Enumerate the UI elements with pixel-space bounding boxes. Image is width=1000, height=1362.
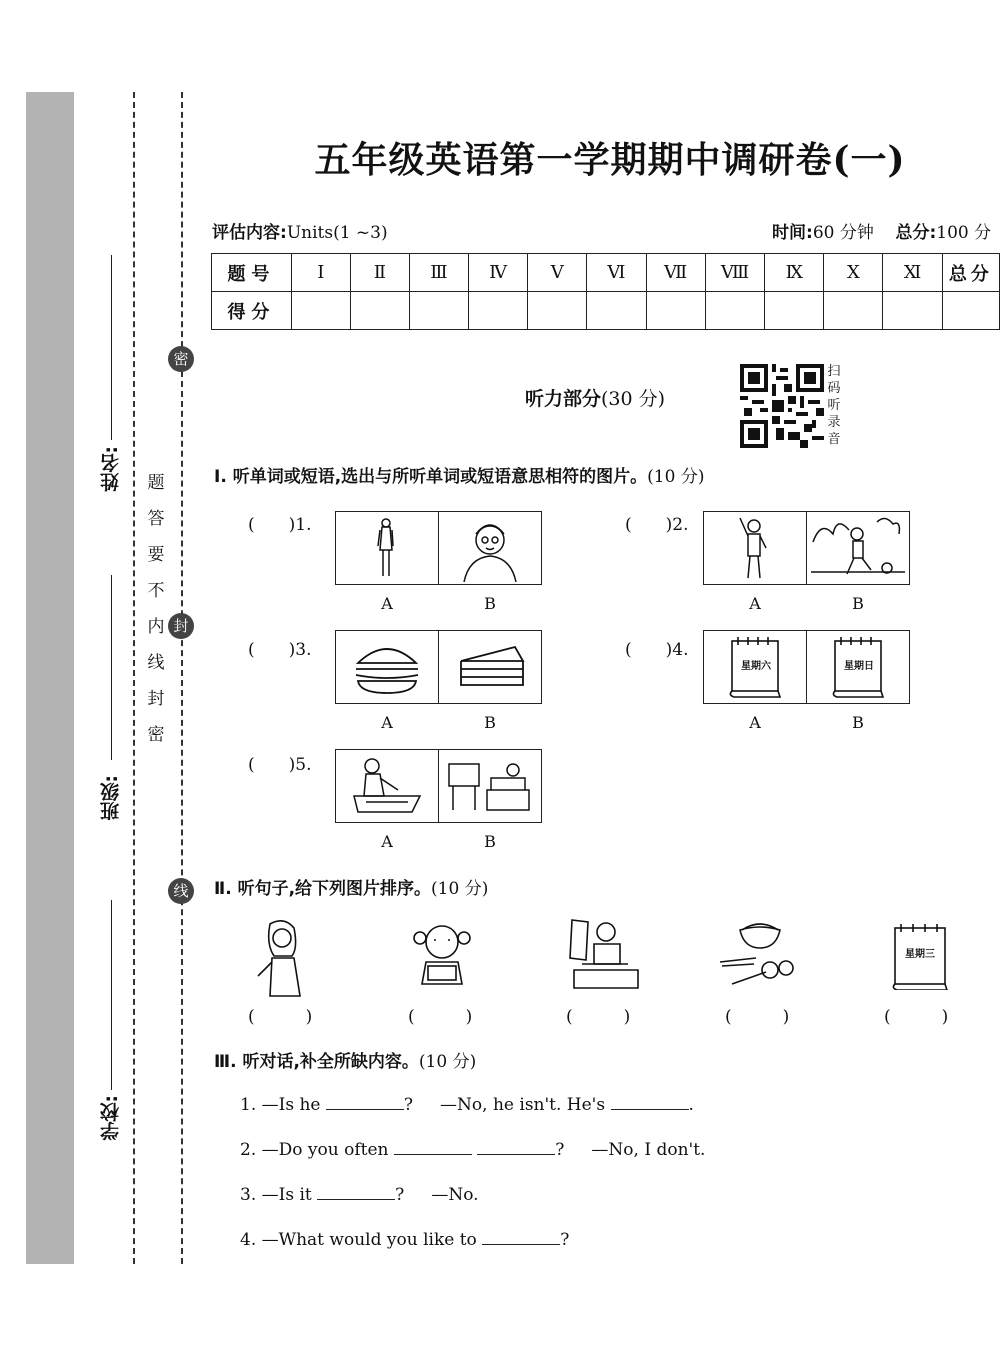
- name-label: 姓名:: [100, 446, 122, 492]
- col-3: Ⅲ: [409, 254, 468, 292]
- q1-option-a-tall-woman[interactable]: [336, 512, 439, 584]
- part3-line-2: 2. —Do you often ? —No, I don't.: [240, 1140, 706, 1160]
- score-cell[interactable]: [350, 292, 409, 330]
- score-cell[interactable]: [409, 292, 468, 330]
- blank-field[interactable]: [477, 1140, 555, 1155]
- part2-heading: Ⅱ. 听句子,给下列图片排序。(10 分): [214, 879, 489, 899]
- seal-mi: 密: [168, 346, 194, 372]
- score-cell[interactable]: [587, 292, 646, 330]
- name-underline: [111, 255, 112, 440]
- col-7: Ⅶ: [646, 254, 705, 292]
- qr-code-icon[interactable]: [740, 364, 824, 448]
- q5-option-a-woman-cleaning[interactable]: [336, 750, 439, 822]
- school-underline: [111, 900, 112, 1090]
- part3-line-3: 3. —Is it ? —No.: [240, 1185, 479, 1205]
- binding-strip: [26, 92, 74, 1264]
- time-total-info: 时间:60 分钟 总分:100 分: [772, 223, 992, 243]
- q4-answer-bracket[interactable]: ( )4.: [625, 640, 689, 660]
- score-cell[interactable]: [824, 292, 883, 330]
- vegetables-and-rice-icon: [716, 914, 804, 994]
- boy-waving-icon: [704, 512, 806, 584]
- calendar-wednesday-text: 星期三: [905, 949, 935, 960]
- header-label: 题号: [212, 254, 292, 292]
- q3-answer-bracket[interactable]: ( )3.: [248, 640, 312, 660]
- blank-field[interactable]: [326, 1095, 404, 1110]
- q3-picture-box: [335, 630, 542, 704]
- old-woman-icon: [439, 512, 541, 584]
- blank-field[interactable]: [611, 1095, 689, 1110]
- col-total: 总分: [942, 254, 999, 292]
- q2-option-a-boy-waving[interactable]: [704, 512, 807, 584]
- q3-label-a: A: [381, 713, 393, 732]
- part3-line-4: 4. —What would you like to ?: [240, 1230, 570, 1250]
- calendar-sunday-text: 星期日: [844, 661, 874, 672]
- score-table-header-row: [212, 254, 1000, 292]
- col-9: Ⅸ: [765, 254, 824, 292]
- tall-woman-icon: [336, 512, 438, 584]
- part2-bracket-5[interactable]: ( ): [884, 1007, 949, 1027]
- score-table-score-row: [212, 292, 1000, 330]
- score-cell[interactable]: [942, 292, 999, 330]
- class-label: 班级:: [100, 775, 122, 821]
- q2-picture-box: [703, 511, 910, 585]
- q4-label-b: B: [852, 713, 864, 732]
- part2-bracket-3[interactable]: ( ): [566, 1007, 631, 1027]
- seal-xian: 线: [168, 878, 194, 904]
- col-2: Ⅱ: [350, 254, 409, 292]
- col-8: Ⅷ: [705, 254, 764, 292]
- q4-option-a-calendar-saturday[interactable]: [704, 631, 807, 703]
- dashed-line-inner: [133, 92, 135, 1264]
- q5-label-a: A: [381, 832, 393, 851]
- col-4: Ⅳ: [469, 254, 528, 292]
- col-6: Ⅵ: [587, 254, 646, 292]
- school-label: 学校:: [100, 1095, 122, 1141]
- q5-label-b: B: [484, 832, 496, 851]
- part2-bracket-1[interactable]: ( ): [248, 1007, 313, 1027]
- dashed-line-outer: [181, 92, 183, 1264]
- score-cell[interactable]: [528, 292, 587, 330]
- child-at-desk-icon: [562, 914, 648, 994]
- score-table: [211, 253, 1000, 330]
- sandwich-icon: [439, 631, 541, 703]
- do-not-answer-note: 题 答 要 不 内 线 封 密: [147, 473, 165, 745]
- q4-picture-box: [703, 630, 910, 704]
- score-cell[interactable]: [705, 292, 764, 330]
- class-underline: [111, 575, 112, 760]
- girl-reading-icon: [408, 918, 480, 988]
- q3-option-a-hamburger[interactable]: [336, 631, 439, 703]
- page-title: 五年级英语第一学期期中调研卷(一): [314, 139, 906, 181]
- girl-long-hair-icon: [248, 918, 318, 998]
- q4-option-b-calendar-sunday[interactable]: [807, 631, 909, 703]
- man-on-sofa-icon: [439, 750, 541, 822]
- q4-label-a: A: [749, 713, 761, 732]
- part3-line-1: 1. —Is he ? —No, he isn't. He's .: [240, 1095, 694, 1115]
- football-player-icon: [807, 512, 909, 584]
- blank-field[interactable]: [482, 1230, 560, 1245]
- q5-picture-box: [335, 749, 542, 823]
- q1-option-b-old-woman[interactable]: [439, 512, 541, 584]
- q5-option-b-man-on-sofa[interactable]: [439, 750, 541, 822]
- score-cell[interactable]: [765, 292, 824, 330]
- score-label: 得分: [212, 292, 292, 330]
- calendar-saturday-text: 星期六: [741, 661, 771, 672]
- part2-bracket-2[interactable]: ( ): [408, 1007, 473, 1027]
- col-10: Ⅹ: [824, 254, 883, 292]
- q1-answer-bracket[interactable]: ( )1.: [248, 515, 312, 535]
- col-5: Ⅴ: [528, 254, 587, 292]
- part3-heading: Ⅲ. 听对话,补全所缺内容。(10 分): [214, 1052, 477, 1072]
- q2-answer-bracket[interactable]: ( )2.: [625, 515, 689, 535]
- q3-label-b: B: [484, 713, 496, 732]
- listening-heading: 听力部分(30 分): [525, 388, 666, 410]
- q5-answer-bracket[interactable]: ( )5.: [248, 755, 312, 775]
- part1-heading: Ⅰ. 听单词或短语,选出与所听单词或短语意思相符的图片。(10 分): [214, 467, 705, 487]
- blank-field[interactable]: [394, 1140, 472, 1155]
- q2-option-b-boy-playing-football[interactable]: [807, 512, 909, 584]
- col-11: Ⅺ: [883, 254, 942, 292]
- score-cell[interactable]: [646, 292, 705, 330]
- score-cell[interactable]: [883, 292, 942, 330]
- q1-label-b: B: [484, 594, 496, 613]
- col-1: Ⅰ: [291, 254, 350, 292]
- part2-bracket-4[interactable]: ( ): [725, 1007, 790, 1027]
- q1-picture-box: [335, 511, 542, 585]
- score-cell[interactable]: [469, 292, 528, 330]
- q3-option-b-sandwich[interactable]: [439, 631, 541, 703]
- qr-scan-note: 扫 码 听 录 音: [827, 364, 841, 447]
- woman-cleaning-icon: [336, 750, 438, 822]
- q1-label-a: A: [381, 594, 393, 613]
- blank-field[interactable]: [317, 1185, 395, 1200]
- scope-info: 评估内容:Units(1 ~3): [212, 223, 388, 243]
- hamburger-icon: [336, 631, 438, 703]
- q2-label-a: A: [749, 594, 761, 613]
- score-cell[interactable]: [291, 292, 350, 330]
- q2-label-b: B: [852, 594, 864, 613]
- seal-feng: 封: [168, 613, 194, 639]
